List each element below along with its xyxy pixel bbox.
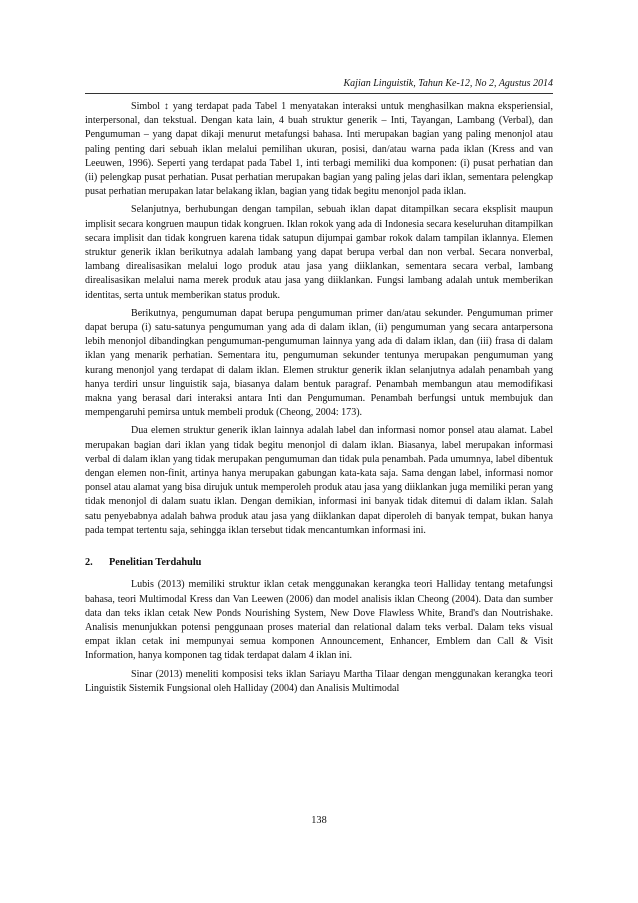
section-heading bbox=[85, 556, 553, 570]
paragraph-announcement: Berikutnya, pengumuman dapat berupa pengumuman primer dan/atau sekunder. Pengumuman primer dapat berupa (i) satu-satunya pengumuman yang ada di dalam iklan, (ii) pengumuman yang secara antarpersona lebih menonjol dibandingkan pengumuman-pengumuman lainnya yang ada di dalam iklan, dan (iii) frasa di dalam iklan yang menarik perhatian. Sementara itu, pengumuman sekunder tentunya merupakan pengumuman yang kurang menonjol yang terdapat di dalam iklan. Elemen struktur generik iklan selanjutnya adalah penambah yang hanya terdiri unsur linguistik saja, biasanya dalam bentuk paragraf. Penambah membangun atau memodifikasi makna yang berasal dari interaksi antara Inti dan Pengumuman. Penambah berfungsi untuk membujuk dan mempengaruhi pemirsa untuk membeli produk (Cheong, 2004: 173). bbox=[85, 307, 553, 419]
paragraph-display: Selanjutnya, berhubungan dengan tampilan, sebuah iklan dapat ditampilkan secara eksplisit maupun implisit secara kongruen maupun tidak kongruen. Iklan rokok yang ada di Indonesia secara keseluruhan ditampilkan secara implisit dan tidak kongruen karena tidak satupun dijumpai gambar rokok dalam tampilan iklannya. Elemen struktur generik iklan berikutnya adalah lambang yang dapat berupa verbal dan non verbal. Secara nonverbal, lambang direalisasikan melalui logo produk atau jasa yang diiklankan, sementara secara verbal, lambang direalisasikan melalui nama merek produk atau jasa yang diiklankan. Fungsi lambang adalah untuk memberikan identitas, serta untuk memberikan status produk. bbox=[85, 204, 553, 301]
page-number: 138 bbox=[311, 815, 327, 826]
section-title: Penelitian Terdahulu bbox=[109, 557, 202, 569]
body-text bbox=[85, 100, 553, 700]
section-number: 2. bbox=[85, 557, 93, 569]
header-rule bbox=[85, 93, 553, 94]
paragraph-label: Dua elemen struktur generik iklan lainnya adalah label dan informasi nomor ponsel atau alamat. Label merupakan bagian dari iklan yang tidak begitu menonjol di dalam iklan. Biasanya, label merupakan informasi verbal di dalam iklan yang tidak merupakan pengumuman dan tidak pula penambah. Pada umumnya, label dibentuk dengan elemen non-finit, artinya hanya merupakan gabungan kata-kata saja. Sama dengan label, informasi nomor ponsel atau alamat yang bisa dirujuk untuk memperoleh produk atau jasa yang diiklankan juga memiliki peran yang tidak menonjol di dalam suatu iklan. Dengan demikian, informasi ini banyak tidak ditemui di dalam iklan. Salah satu penyebabnya adalah bahwa produk atau jasa yang diiklankan dapat diperoleh di banyak tempat, bukan hanya pada tempat tertentu saja, sehingga iklan tersebut tidak mencantumkan informasi ini. bbox=[85, 425, 553, 536]
paragraph-sinar: Sinar (2013) meneliti komposisi teks iklan Sariayu Martha Tilaar dengan menggunakan kerangka teori Linguistik Sistemik Fungsional oleh Halliday (2004) dan Analisis Multimodal bbox=[85, 668, 553, 694]
running-header: Kajian Linguistik, Tahun Ke-12, No 2, Agustus 2014 bbox=[343, 78, 553, 89]
paragraph-lubis: Lubis (2013) memiliki struktur iklan cetak menggunakan kerangka teori Halliday tentang metafungsi bahasa, teori Multimodal Kress dan Van Leewen (2006) dan model analisis iklan Cheong (2004). Data dan sumber data dan teks iklan cetak New Ponds Nourishing System, New Dove Flawless White, Brand's dan Noutrishake. Analisis menunjukkan potensi penggunaan proses material dan relational dalam teks verbal. Dalam teks visual empat iklan cetak ini mempunyai semua komponen Announcement, Enhancer, Emblem dan Call & Visit Information, hanya komponen tag tidak terdapat dalam 4 iklan ini. bbox=[85, 579, 553, 662]
paragraph-symbol: Simbol ↕ yang terdapat pada Tabel 1 menyatakan interaksi untuk menghasilkan makna eksperiensial, interpersonal, dan tekstual. Dengan kata lain, 4 buah struktur generik – Inti, Tayangan, Lambang (Verbal), dan Pengumuman – yang dapat dikaji menurut metafungsi bahasa. Inti merupakan bagian yang paling menonjol atau paling penting dari sebuah iklan melalui pemilihan ukuran, posisi, dan/atau warna pada iklan (Kress and van Leeuwen, 1996). Seperti yang terdapat pada Tabel 1, inti terbagi memiliki dua komponen: (i) pusat perhatian dan (ii) pelengkap pusat perhatian. Pusat perhatian merupakan bagian yang paling jelas dari iklan, sementara pelengkap pusat perhatian merupakan latar belakang iklan, bagian yang tidak begitu menonjol pada iklan. bbox=[85, 101, 553, 198]
